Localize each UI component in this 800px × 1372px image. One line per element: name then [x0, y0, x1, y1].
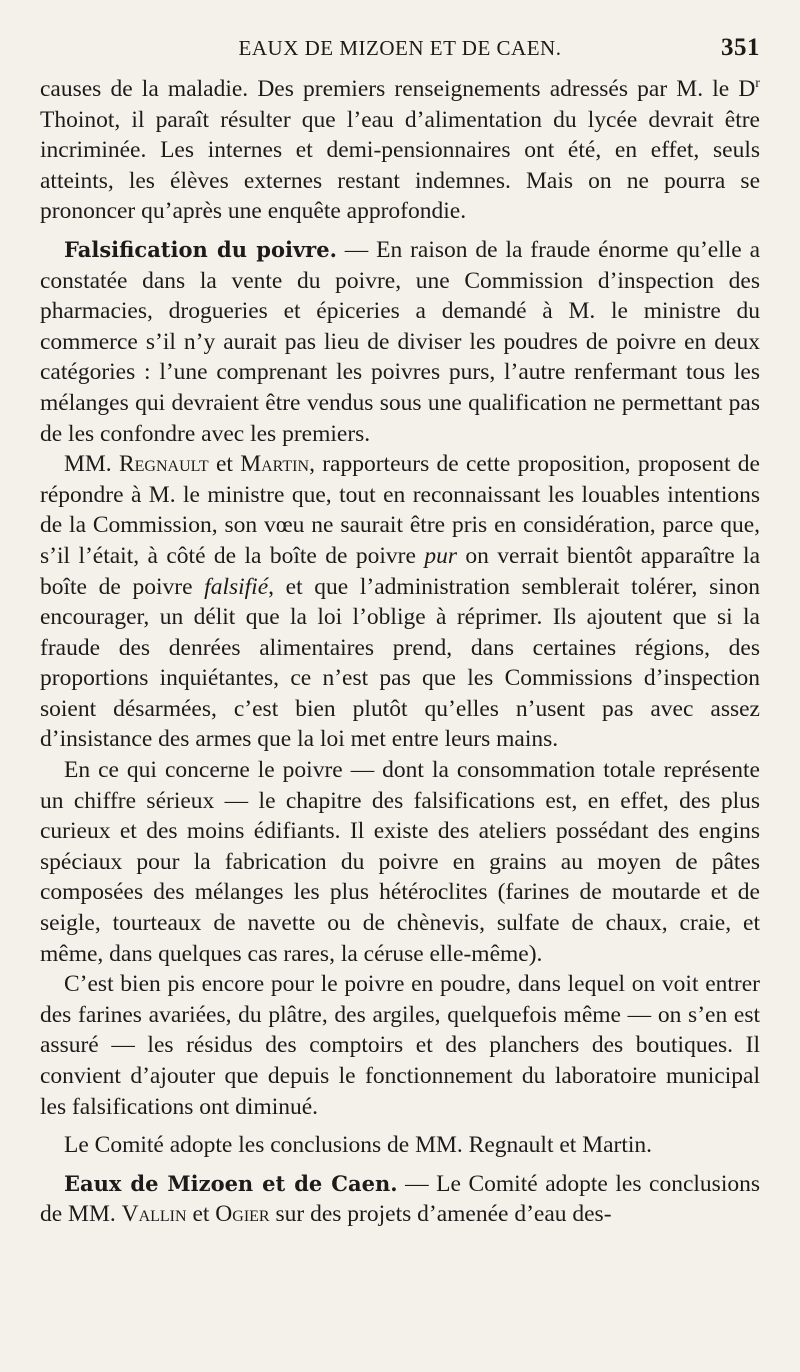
paragraph-poivre-grains: En ce qui concerne le poivre — dont la consommation totale représente un chiffre sérieux — le chapitre des falsifications est, en effet, des plus curieux et des moins édifiants. Il existe des ateliers possédant des engins spéciaux pour la fabrication du poivre en grains au moyen de pâtes composées des mélanges les plus hétéroclites (farines de moutarde et de seigle, tourteaux de navette ou de chènevis, sulfate de chaux, craie, et même, dans quelques cas rares, la céruse elle-même).	[40, 757, 760, 967]
person-name: Martin	[240, 451, 310, 478]
paragraph-poivre-poudre: C’est bien pis encore pour le poivre en poudre, dans lequel on voit entrer des farines avariées, du plâtre, des argiles, quelquefois même — on s’en est assuré — les résidus des comptoirs et des planchers des boutiques. Il convient d’ajouter que depuis le fonctionnement du laboratoire municipal les falsifications ont diminué.	[40, 971, 760, 1120]
paragraph-rapporteurs	[40, 449, 760, 755]
italic-word: pur	[424, 542, 457, 569]
text-run: , rapporteurs de cette proposition, proposent de répondre à M. le ministre que, tout en reconnaissant les louables intentions de la Commission, son vœu ne saurait être pris en considération, parce que, s’il l’était, à côté de la boîte de poivre	[40, 451, 760, 569]
text-run: — Le Comité adopte les conclusions de MM.	[40, 1170, 761, 1228]
running-title: EAUX DE MIZOEN ET DE CAEN.	[238, 36, 562, 60]
text-run: et	[186, 1201, 216, 1228]
text-run: on verrait bientôt apparaître la boîte de poivre	[40, 542, 760, 600]
person-name: Ogier	[215, 1201, 270, 1228]
text-run: — En raison de la fraude énorme qu’elle a constatée dans la vente du poivre, une Commission d’inspection des pharmacies, drogueries et épiceries a demandé à M. le ministre du commerce s’il n’y aurait pas lieu de diviser les poudres de poivre en deux catégories : l’une comprenant les poivres purs, l’autre renfermant tous les mélanges qui devraient être vendus sous une qualification ne permettant pas de les confondre avec les premiers.	[40, 236, 760, 447]
text-run: Thoinot, il paraît résulter que l’eau d’alimentation du lycée devrait être incriminée. Les internes et demi-pensionnaires ont été, en effet, seuls atteints, les élèves externes restant indemnes. Mais on ne pourra se prononcer qu’après une enquête approfondie.	[40, 106, 760, 225]
section-heading-eaux: Eaux de Mizoen et de Caen.	[64, 1170, 398, 1196]
paragraph-eaux-mizoen	[40, 1169, 760, 1230]
italic-word: falsifié	[204, 573, 269, 600]
body-text	[40, 74, 760, 1230]
section-heading-falsification: Falsification du poivre.	[64, 236, 337, 262]
running-header	[40, 34, 760, 74]
person-name: Vallin	[121, 1201, 187, 1228]
paragraph-comite-adopte: Le Comité adopte les conclusions de MM. Regnault et Martin.	[64, 1132, 653, 1159]
text-run: , et que l’administration semblerait tolérer, sinon encourager, un délit que la loi l’oblige à réprimer. Ils ajoutent que si la fraude des denrées alimentaires prend, dans certaines régions, des proportions inquiétantes, ce n’est pas que les Commissions d’inspection soient désarmées, c’est bien plutôt qu’elles n’usent pas avec assez d’insistance des armes que la loi met entre leurs mains.	[40, 573, 760, 753]
page-number: 351	[721, 34, 760, 61]
paragraph-falsification-poivre	[40, 235, 760, 449]
superscript: r	[755, 75, 760, 92]
text-run: et	[208, 451, 241, 478]
paragraph-continuation	[40, 74, 760, 227]
text-run: sur des projets d’amenée d’eau des-	[269, 1201, 612, 1228]
text-run: MM.	[64, 451, 119, 478]
text-run: causes de la maladie. Des premiers renseignements adressés par M. le D	[40, 76, 756, 102]
person-name: Regnault	[118, 451, 209, 478]
